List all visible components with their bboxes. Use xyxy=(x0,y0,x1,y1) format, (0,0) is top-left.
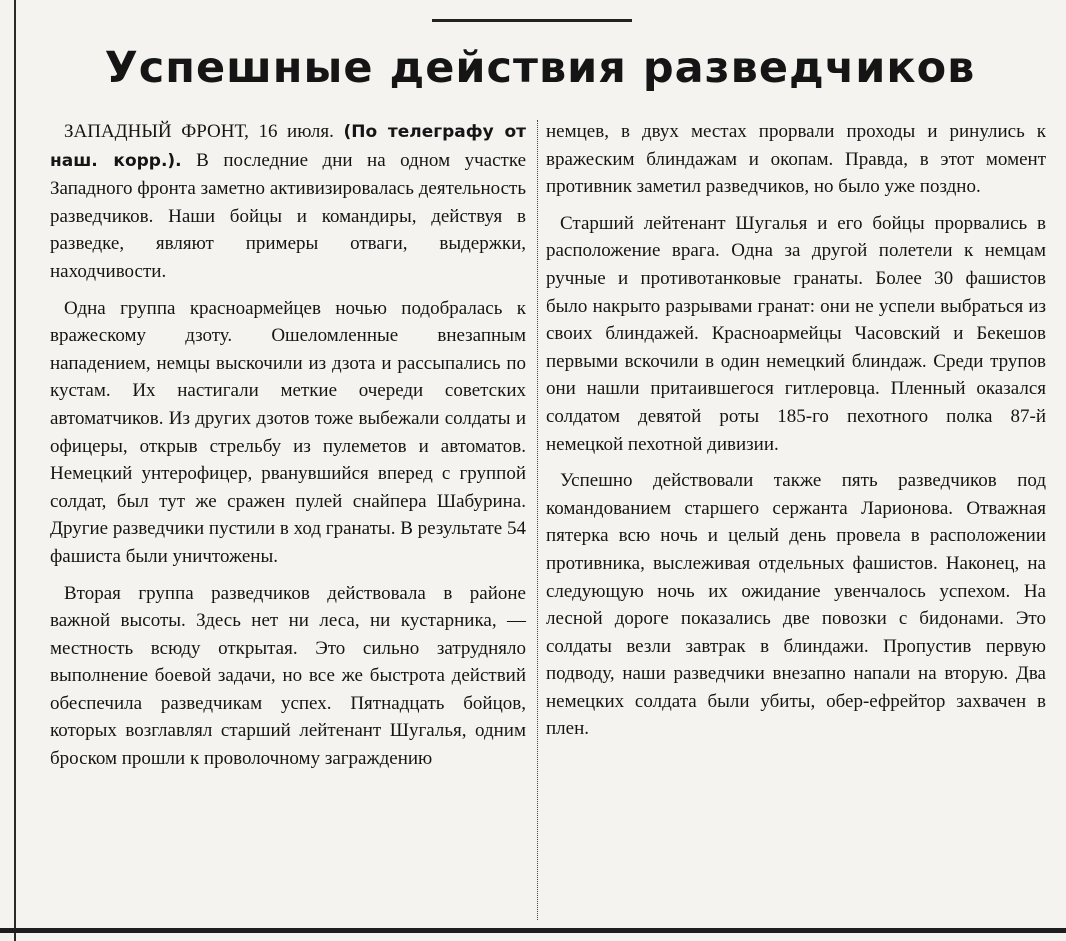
source-note: (По телеграфу от наш. корр.). xyxy=(50,122,526,171)
paragraph-second-group: Вторая группа разведчиков действовала в районе важной высоты. Здесь нет ни леса, ни кустарника, — местность всюду открытая. Это сильно затрудняло выполнение боевой задачи, но все же быстрота действий обеспечила разведчикам успех. Пятнадцать бойцов, которых возглавлял старший лейтенант Шугалья, одним броском прошли к проволочному заграждению xyxy=(50,582,526,770)
dateline: ЗАПАДНЫЙ ФРОНТ, 16 июля. xyxy=(64,121,334,142)
lead-paragraph xyxy=(50,118,526,286)
column-divider xyxy=(537,120,539,920)
paragraph-first-group: Одна группа красноармейцев ночью подобралась к вражескому дзоту. Ошеломленные внезапным нападением, немцы выскочили из дзота и рассыпались по кустам. Их настигали меткие очереди советских автоматчиков. Из других дзотов тоже выбежали солдаты и офицеры, открыв стрельбу из пулеметов и автоматов. Немецкий унтерофицер, рванувшийся вперед с группой солдат, был тут же сражен пулей снайпера Шабурина. Другие разведчики пустили в ход гранаты. В результате 54 фашиста были уничтожены. xyxy=(50,297,526,567)
paragraph-larionov-group: Успешно действовали также пять разведчиков под командованием старшего сержанта Ларионова. Отважная пятерка всю ночь и целый день провела в расположении противника, выслеживая отдельных фашистов. Наконец, на следующую ночь их ожидание увенчалось успехом. На лесной дороге показались две повозки с бидонами. Это солдаты везли завтрак в блиндажи. Пропустив первую подводу, наши разведчики внезапно напали на вторую. Два немецких солдата были убиты, обер-ефрейтор захвачен в плен. xyxy=(546,470,1046,740)
left-column xyxy=(50,118,526,782)
right-column xyxy=(546,118,1046,752)
paragraph-shugalya-group: Старший лейтенант Шугалья и его бойцы прорвались в расположение врага. Одна за другой полетели к немцам ручные и противотанковые гранаты. Более 30 фашистов было накрыто разрывами гранат: они не успели выбраться из своих блиндажей. Красноармейцы Часовский и Бекешов первыми вскочили в один немецкий блиндаж. Среди трупов они нашли притаившегося гитлеровца. Пленный оказался солдатом девятой роты 185-го пехотного полка 87-й немецкой пехотной дивизии. xyxy=(546,212,1046,455)
left-column-rule xyxy=(14,0,16,941)
bottom-rule xyxy=(0,928,1066,933)
article-headline: Успешные действия разведчиков xyxy=(104,43,976,93)
top-rule xyxy=(432,19,632,22)
paragraph-continuation: немцев, в двух местах прорвали проходы и ринулись к вражеским блиндажам и окопам. Правда, в этот момент противник заметил разведчиков, но было уже поздно. xyxy=(546,121,1046,198)
lead-text: В последние дни на одном участке Западного фронта заметно активизировалась деятельность разведчиков. Наши бойцы и командиры, действуя в разведке, являют примеры отваги, выдержки, находчивости. xyxy=(50,149,527,282)
